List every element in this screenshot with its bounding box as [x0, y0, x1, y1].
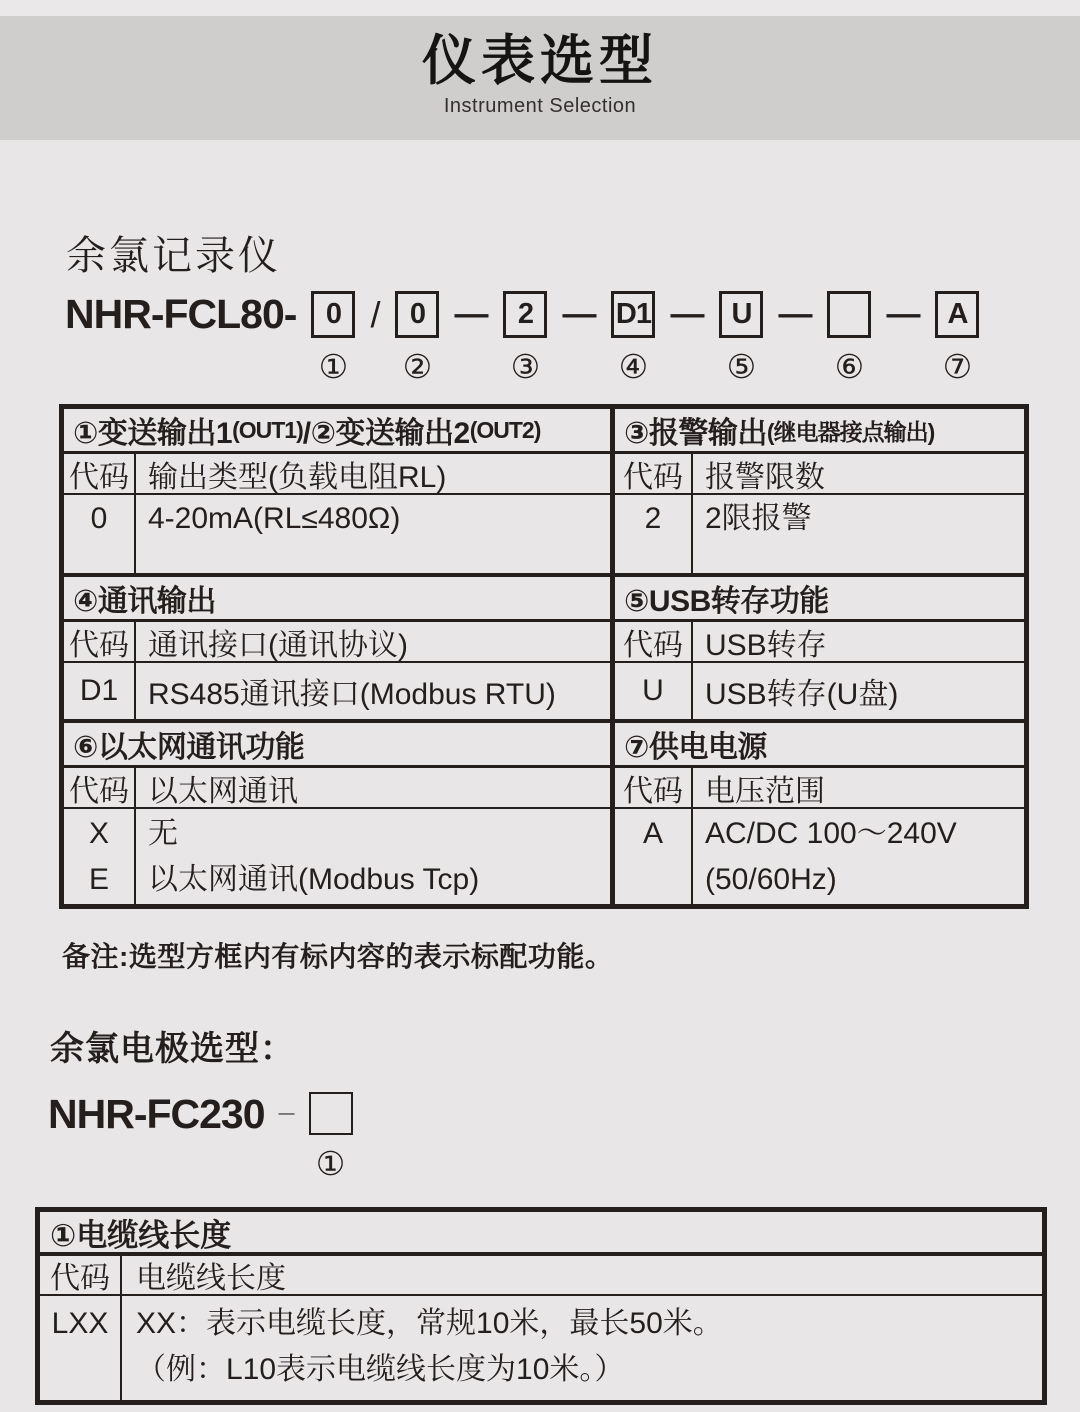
code-line: A: [642, 817, 663, 850]
page-subtitle: Instrument Selection: [443, 95, 637, 117]
section-ethernet: [64, 719, 610, 904]
electrode-heading: 余氯电极选型：: [50, 1030, 295, 1068]
desc-cell: 4-20mA(RL≤480Ω): [148, 502, 401, 535]
model-slot-4: [611, 291, 655, 386]
table-row: [64, 663, 610, 719]
section-title: [64, 409, 610, 454]
title-part-small: (继电器接点输出): [766, 418, 935, 445]
code-cell: D1: [64, 663, 136, 719]
desc-header-cell: 以太网通讯: [148, 774, 298, 808]
model-separator-dash: —: [562, 295, 597, 333]
desc-cell: RS485通讯接口(Modbus RTU): [148, 678, 556, 711]
model-separator-dash: —: [670, 295, 705, 333]
model-mark-7: ⑦: [942, 348, 973, 385]
desc-header-cell: 电压范围: [705, 774, 825, 808]
electrode-separator-dash: —: [278, 1105, 295, 1122]
table-subheader-row: [64, 622, 610, 663]
desc-line: (50/60Hz): [705, 863, 837, 896]
code-cell: 0: [64, 495, 136, 573]
title-part: /②变送输出2: [302, 417, 470, 450]
model-slot-6: [827, 291, 871, 386]
desc-header-cell: USB转存: [705, 628, 827, 662]
code-cell: 2: [615, 495, 693, 573]
model-separator-dash: —: [886, 295, 921, 333]
code-header-cell: 代码: [615, 622, 693, 661]
code-cell: LXX: [40, 1296, 122, 1400]
table-subheader-row: [615, 622, 1024, 663]
table-row: [64, 809, 610, 904]
selection-table-left-half: [64, 409, 610, 904]
code-header-cell: 代码: [615, 768, 693, 807]
header-band: [0, 16, 1080, 140]
table-subheader-row: [64, 454, 610, 495]
desc-header-cell: 输出类型(负载电阻RL): [148, 460, 447, 494]
desc-line: （例：L10表示电缆线长度为10米。）: [136, 1353, 625, 1386]
model-slot-5: [719, 291, 763, 386]
section-title: [615, 409, 1024, 454]
desc-cell: [136, 809, 610, 904]
electrode-model-mark: ①: [315, 1145, 346, 1182]
code-header-cell: 代码: [64, 622, 136, 661]
section-transmit-output: [64, 409, 610, 573]
model-slot-2: [395, 291, 439, 386]
section-title: ④通讯输出: [64, 577, 610, 622]
table-subheader-row: [40, 1256, 1042, 1296]
cable-table-title: ①电缆线长度: [40, 1212, 1042, 1256]
electrode-model-box-empty: [309, 1092, 353, 1135]
electrode-model-slot: [309, 1092, 353, 1183]
cable-length-table: [35, 1207, 1047, 1405]
model-mark-4: ④: [618, 348, 649, 385]
top-strip: [0, 0, 1080, 16]
desc-line: 无: [148, 817, 178, 850]
section-alarm-output: [615, 409, 1024, 573]
table-row: [615, 809, 1024, 904]
section-usb: [615, 573, 1024, 719]
code-line: E: [88, 863, 109, 896]
code-line: X: [88, 817, 109, 850]
model-separator-slash: /: [370, 294, 381, 335]
model-box-2: 0: [395, 291, 439, 338]
section-title: ⑥以太网通讯功能: [64, 723, 610, 768]
table-subheader-row: [64, 768, 610, 809]
model-mark-1: ①: [318, 348, 349, 385]
desc-cell: [693, 809, 1024, 904]
recorder-heading: 余氯记录仪: [66, 234, 281, 278]
desc-header-cell: 电缆线长度: [136, 1262, 286, 1295]
selection-table-right-half: [615, 409, 1024, 904]
model-slot-3: [503, 291, 547, 386]
desc-line: 以太网通讯(Modbus Tcp): [148, 863, 480, 896]
section-title: ⑤USB转存功能: [615, 577, 1024, 622]
table-row: [64, 495, 610, 573]
code-cell: U: [615, 663, 693, 719]
desc-header-cell: 报警限数: [705, 460, 825, 494]
model-slot-1: [311, 291, 355, 386]
model-box-3: 2: [503, 291, 547, 338]
model-box-4: D1: [611, 291, 655, 338]
desc-line: XX：表示电缆长度，常规10米，最长50米。: [136, 1307, 723, 1340]
model-mark-3: ③: [510, 348, 541, 385]
table-row: [40, 1296, 1042, 1400]
model-separator-dash: —: [778, 295, 813, 333]
desc-cell: [122, 1296, 1042, 1400]
model-mark-5: ⑤: [726, 348, 757, 385]
table-subheader-row: [615, 454, 1024, 495]
table-row: [615, 495, 1024, 573]
code-cell: [64, 809, 136, 904]
model-box-7: A: [935, 291, 979, 338]
title-part: ①变送输出1: [73, 417, 233, 450]
selection-table: [59, 404, 1029, 909]
desc-cell: 2限报警: [705, 502, 812, 535]
model-box-5: U: [719, 291, 763, 338]
page-title: 仪表选型: [422, 31, 658, 91]
table-subheader-row: [615, 768, 1024, 809]
model-box-1: 0: [311, 291, 355, 338]
section-power-supply: [615, 719, 1024, 904]
model-mark-6: ⑥: [834, 348, 865, 385]
table-row: [615, 663, 1024, 719]
desc-header-cell: 通讯接口(通讯协议): [148, 628, 408, 662]
code-header-cell: 代码: [40, 1256, 122, 1294]
title-part-small: (OUT1): [232, 416, 303, 443]
electrode-model-prefix: NHR-FC230: [48, 1091, 265, 1137]
model-box-6-empty: [827, 291, 871, 338]
model-separator-dash: —: [454, 295, 489, 333]
desc-cell: USB转存(U盘): [705, 678, 899, 711]
code-header-cell: 代码: [64, 454, 136, 493]
section-title: ⑦供电电源: [615, 723, 1024, 768]
code-header-cell: 代码: [64, 768, 136, 807]
electrode-model-code: [48, 1092, 1080, 1183]
model-mark-2: ②: [402, 348, 433, 385]
code-header-cell: 代码: [615, 454, 693, 493]
desc-line: AC/DC 100～240V: [705, 817, 957, 850]
recorder-model-prefix: NHR-FCL80-: [65, 291, 297, 337]
model-slot-7: [935, 291, 979, 386]
code-cell: [615, 809, 693, 904]
section-comm-output: [64, 573, 610, 719]
title-part: ③报警输出: [624, 417, 767, 450]
title-part-small: (OUT2): [469, 416, 541, 443]
recorder-model-code: [65, 291, 1080, 386]
selection-note: 备注:选型方框内有标内容的表示标配功能。: [62, 941, 614, 972]
